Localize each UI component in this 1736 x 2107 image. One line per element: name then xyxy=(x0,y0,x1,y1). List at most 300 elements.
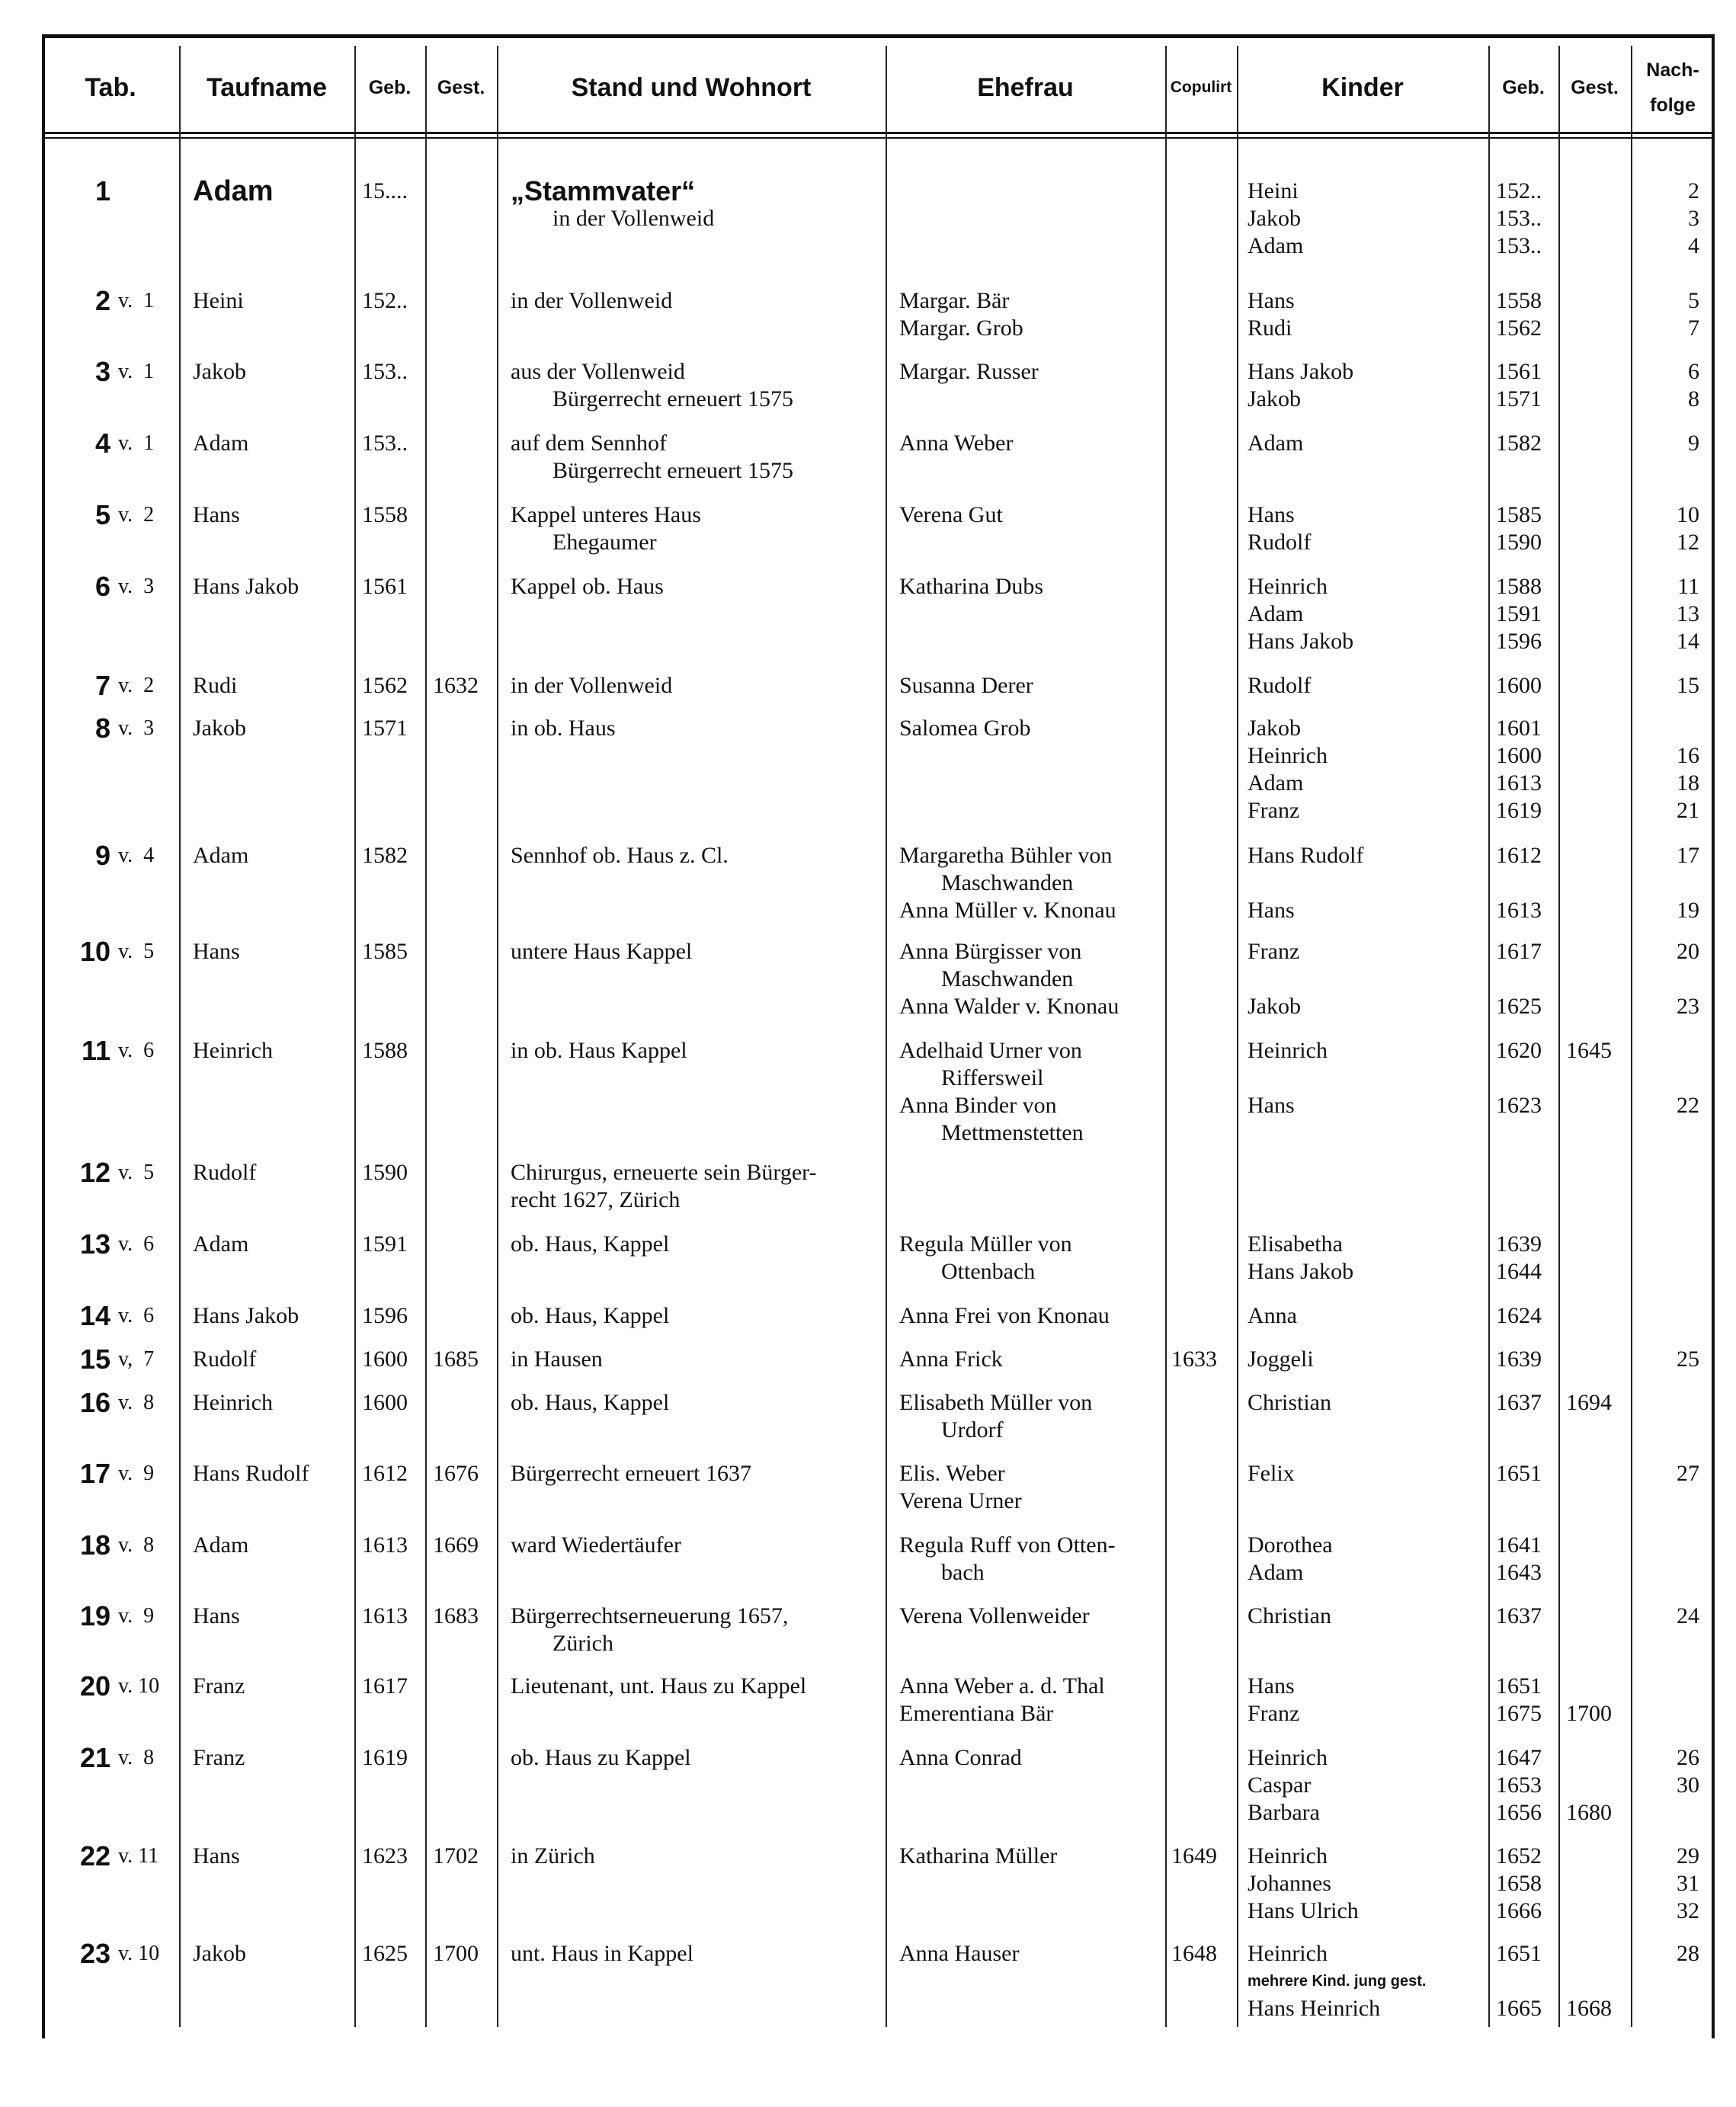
taufname: Adam xyxy=(193,1231,249,1257)
nachfolge-line: 24 xyxy=(1677,1603,1699,1628)
nachfolge-line: 31 xyxy=(1677,1871,1699,1896)
kind-name-line: Rudolf xyxy=(1248,673,1312,698)
gest-year: 1685 xyxy=(433,1346,479,1372)
kind-geb-line: 1656 xyxy=(1496,1800,1542,1825)
ehefrau-line: Katharina Dubs xyxy=(899,574,1044,599)
nachfolge-line: 13 xyxy=(1677,601,1699,626)
kind-geb-line: 1620 xyxy=(1496,1038,1542,1063)
gest-year: 1632 xyxy=(433,673,479,698)
kind-name-line: Hans Jakob xyxy=(1248,1259,1354,1284)
ehefrau-line: Emerentiana Bär xyxy=(899,1701,1054,1726)
ehefrau xyxy=(899,1744,1022,1772)
tab-number: 12 xyxy=(79,1157,111,1188)
header-taufname: Taufname xyxy=(206,72,328,102)
nachfolge-line xyxy=(1642,1799,1699,1827)
kind-name-line: Heinrich xyxy=(1248,574,1328,599)
stand-wohnort-line: unt. Haus in Kappel xyxy=(511,1941,693,1966)
stand-wohnort xyxy=(511,430,793,485)
ehefrau xyxy=(899,287,1023,342)
stand-wohnort-line: „Stammvater“ xyxy=(511,175,696,207)
ehefrau-line: Regula Müller von xyxy=(899,1231,1072,1257)
kind-geb xyxy=(1496,1037,1542,1119)
ehefrau-line: Verena Gut xyxy=(899,502,1003,527)
nachfolge xyxy=(1642,1037,1699,1119)
ehefrau xyxy=(899,1940,1019,1968)
kind-geb-line: 1617 xyxy=(1496,939,1542,964)
kind-name-line: Jakob xyxy=(1248,994,1301,1019)
ehefrau-line: Anna Frei von Knonau xyxy=(899,1303,1110,1328)
kind-geb-line: 152.. xyxy=(1496,178,1542,203)
stand-wohnort-line: Lieutenant, unt. Haus zu Kappel xyxy=(511,1673,807,1699)
kind-geb xyxy=(1496,178,1542,260)
nachfolge-line: 26 xyxy=(1677,1745,1699,1770)
ehefrau xyxy=(899,1843,1057,1870)
gest-year: 1676 xyxy=(433,1461,479,1486)
kind-geb-line: 1571 xyxy=(1496,386,1542,411)
tab-parent-ref: v. 2 xyxy=(118,503,155,527)
ehefrau xyxy=(899,1389,1092,1444)
tab-number: 11 xyxy=(81,1035,111,1066)
kind-name-line: Hans Jakob xyxy=(1248,359,1354,384)
ehefrau-line: Anna Hauser xyxy=(899,1941,1020,1966)
kind-gest-line xyxy=(1566,1940,1612,1968)
nachfolge-line xyxy=(1642,1231,1699,1258)
kind-name-line: Heinrich xyxy=(1248,1745,1328,1770)
kind-name-line: Heinrich xyxy=(1248,1941,1328,1966)
geb-year: 1590 xyxy=(362,1160,408,1185)
kind-name-line: Heinrich xyxy=(1248,1038,1328,1063)
tab-parent-ref: v. 1 xyxy=(118,360,155,383)
nachfolge-line: 9 xyxy=(1688,431,1699,456)
kind-gest-line xyxy=(1566,1673,1612,1700)
stand-wohnort-line: Zürich xyxy=(553,1631,613,1656)
stand-wohnort xyxy=(511,1843,595,1870)
kind-geb xyxy=(1496,1346,1542,1373)
gest-year: 1669 xyxy=(433,1532,479,1558)
stand-wohnort xyxy=(511,501,701,556)
header-rule-bottom xyxy=(42,137,1715,139)
col-divider xyxy=(1558,46,1560,2027)
nachfolge-line: 27 xyxy=(1677,1461,1699,1486)
right-border xyxy=(1712,34,1715,2038)
kind-geb xyxy=(1496,1460,1542,1487)
ehefrau-line: bach xyxy=(941,1560,985,1585)
stand-wohnort-line: Chirurgus, erneuerte sein Bürger- xyxy=(511,1160,817,1185)
kind-name xyxy=(1248,842,1364,924)
geb-year: 1596 xyxy=(362,1303,408,1328)
kind-name-line: Jakob xyxy=(1248,206,1301,231)
kind-geb-line: 1666 xyxy=(1496,1898,1542,1923)
copulirt-year: 1648 xyxy=(1171,1941,1217,1966)
taufname: Jakob xyxy=(193,716,246,741)
kind-gest-line: 1680 xyxy=(1566,1800,1612,1825)
nachfolge-line: 2 xyxy=(1688,178,1699,203)
tab-number: 8 xyxy=(94,712,111,744)
kind-name xyxy=(1248,1744,1328,1827)
kind-name-line xyxy=(1248,869,1364,897)
tab-parent-ref: v. 11 xyxy=(118,1844,159,1868)
kind-geb-line: 1588 xyxy=(1496,574,1542,599)
nachfolge-line xyxy=(1642,965,1699,993)
ehefrau-line: Verena Vollenweider xyxy=(899,1603,1090,1628)
geb-year: 1588 xyxy=(362,1038,408,1063)
kind-name-line: Franz xyxy=(1248,939,1300,964)
header-stand-wohnort: Stand und Wohnort xyxy=(571,72,812,102)
ehefrau-line: Urdorf xyxy=(941,1417,1004,1443)
nachfolge-line xyxy=(1642,1258,1699,1286)
stand-wohnort-line: Bürgerrechtserneuerung 1657, xyxy=(511,1603,789,1628)
ehefrau-line: Anna Frick xyxy=(899,1346,1003,1372)
kind-geb xyxy=(1496,1673,1542,1728)
nachfolge-line xyxy=(1642,1968,1699,1995)
kind-name xyxy=(1248,715,1328,825)
nachfolge xyxy=(1642,1346,1699,1373)
tab-parent-ref: v. 2 xyxy=(118,674,155,697)
stand-wohnort-line: Bürgerrecht erneuert 1575 xyxy=(553,458,793,483)
kind-geb-line xyxy=(1496,1065,1542,1092)
kind-gest xyxy=(1566,1744,1612,1827)
kind-geb-line: 1624 xyxy=(1496,1303,1542,1328)
stand-wohnort xyxy=(511,1231,669,1258)
tab-number: 22 xyxy=(79,1840,111,1872)
kind-gest-line: 1700 xyxy=(1566,1701,1612,1726)
kind-geb xyxy=(1496,1389,1542,1417)
geb-year: 1613 xyxy=(362,1603,408,1628)
stand-wohnort-line: auf dem Sennhof xyxy=(511,431,667,456)
tab-parent-ref: v, 7 xyxy=(118,1347,155,1371)
kind-geb-line: 1582 xyxy=(1496,431,1542,456)
kind-name-line: Heinrich xyxy=(1248,1843,1328,1868)
kind-name-line: mehrere Kind. jung gest. xyxy=(1248,1973,1427,1990)
stand-wohnort xyxy=(511,672,672,700)
left-border xyxy=(42,34,45,2038)
kind-geb xyxy=(1496,573,1542,655)
kind-name xyxy=(1248,1673,1299,1728)
geb-year: 1585 xyxy=(362,939,408,964)
kind-geb-line: 1612 xyxy=(1496,843,1542,868)
nachfolge xyxy=(1642,1389,1699,1417)
kind-geb-line: 1590 xyxy=(1496,530,1542,555)
kind-name-line: Hans xyxy=(1248,288,1295,313)
kind-geb-line: 1675 xyxy=(1496,1701,1542,1726)
tab-number: 20 xyxy=(79,1670,111,1702)
ehefrau-line: Katharina Müller xyxy=(899,1843,1058,1868)
kind-geb-line xyxy=(1496,869,1542,897)
tab-number: 23 xyxy=(79,1938,111,1969)
kind-name-line: Christian xyxy=(1248,1390,1331,1415)
tab-number: 9 xyxy=(94,840,111,871)
taufname: Rudolf xyxy=(193,1160,257,1185)
kind-geb-line: 1625 xyxy=(1496,994,1542,1019)
ehefrau xyxy=(899,842,1116,924)
nachfolge xyxy=(1642,1302,1699,1330)
kind-name xyxy=(1248,573,1353,655)
stand-wohnort-line: in Zürich xyxy=(511,1843,595,1868)
kind-geb-line: 1600 xyxy=(1496,673,1542,698)
header-ehefrau: Ehefrau xyxy=(977,72,1074,102)
taufname: Adam xyxy=(193,843,249,868)
kind-geb-line: 1561 xyxy=(1496,359,1542,384)
geb-year: 1600 xyxy=(362,1390,408,1415)
geb-year: 1617 xyxy=(362,1673,408,1699)
kind-geb xyxy=(1496,715,1542,825)
kind-gest-line xyxy=(1566,1092,1612,1119)
nachfolge xyxy=(1642,358,1699,413)
nachfolge-line xyxy=(1642,1559,1699,1587)
geb-year: 1561 xyxy=(362,574,408,599)
kind-name xyxy=(1248,178,1303,260)
nachfolge-line: 11 xyxy=(1677,574,1699,599)
stand-wohnort xyxy=(511,175,715,232)
kind-name-line: Jakob xyxy=(1248,716,1301,741)
ehefrau-line: Riffersweil xyxy=(941,1065,1044,1090)
stand-wohnort xyxy=(511,1346,603,1373)
stand-wohnort-line: ob. Haus zu Kappel xyxy=(511,1745,691,1770)
ehefrau xyxy=(899,1302,1110,1330)
kind-name xyxy=(1248,1231,1353,1286)
stand-wohnort xyxy=(511,358,793,413)
col-divider xyxy=(1488,46,1490,2027)
kind-name-line: Elisabetha xyxy=(1248,1231,1343,1257)
ehefrau xyxy=(899,573,1043,600)
tab-number: 5 xyxy=(94,499,111,530)
stand-wohnort-line: aus der Vollenweid xyxy=(511,359,685,384)
geb-year: 1619 xyxy=(362,1745,408,1770)
ehefrau xyxy=(899,501,1003,529)
kind-name xyxy=(1248,938,1301,1020)
kind-gest-line xyxy=(1566,1744,1612,1772)
nachfolge-line xyxy=(1642,1700,1699,1728)
kind-name xyxy=(1248,1346,1314,1373)
kind-name-line: Anna xyxy=(1248,1303,1297,1328)
stand-wohnort xyxy=(511,1460,751,1487)
kind-geb xyxy=(1496,287,1542,342)
tab-number: 21 xyxy=(79,1742,111,1773)
kind-name-line: Heini xyxy=(1248,178,1299,203)
kind-geb-line: 1591 xyxy=(1496,601,1542,626)
header-geb: Geb. xyxy=(368,76,412,98)
nachfolge-line: 12 xyxy=(1677,530,1699,555)
stand-wohnort xyxy=(511,1532,681,1559)
tab-number: 19 xyxy=(79,1600,111,1631)
stand-wohnort-line: Sennhof ob. Haus z. Cl. xyxy=(511,843,729,868)
kind-name-line: Franz xyxy=(1248,1701,1300,1726)
header-rule-top xyxy=(42,132,1715,134)
kind-geb-line: 1585 xyxy=(1496,502,1542,527)
taufname: Hans xyxy=(193,939,240,964)
nachfolge-line: 6 xyxy=(1688,359,1699,384)
geb-year: 1562 xyxy=(362,673,408,698)
nachfolge-line xyxy=(1642,869,1699,897)
nachfolge-line xyxy=(1642,1673,1699,1700)
ehefrau-line: Anna Conrad xyxy=(899,1745,1022,1770)
col-divider xyxy=(425,46,427,2027)
taufname: Hans xyxy=(193,1603,240,1628)
nachfolge-line: 20 xyxy=(1677,939,1699,964)
stand-wohnort-line: untere Haus Kappel xyxy=(511,939,693,964)
stand-wohnort xyxy=(511,1744,691,1772)
kind-name-line: Jakob xyxy=(1248,386,1301,411)
ehefrau-line: Anna Weber xyxy=(899,431,1014,456)
header-nachfolge-line1: Nach- xyxy=(1646,59,1699,81)
tab-parent-ref: v. 1 xyxy=(118,431,155,455)
kind-geb-line: 1637 xyxy=(1496,1390,1542,1415)
kind-name xyxy=(1248,430,1303,457)
kind-geb-line: 1639 xyxy=(1496,1231,1542,1257)
kind-name xyxy=(1248,1389,1331,1417)
nachfolge-line: 21 xyxy=(1677,798,1699,823)
gest-year: 1702 xyxy=(433,1843,479,1868)
kind-name-line: Hans Ulrich xyxy=(1248,1898,1359,1923)
ehefrau xyxy=(899,1346,1003,1373)
nachfolge xyxy=(1642,501,1699,556)
kind-geb-line: 1619 xyxy=(1496,798,1542,823)
kind-name-line: Adam xyxy=(1248,770,1304,796)
kind-name xyxy=(1248,1603,1331,1630)
taufname: Jakob xyxy=(193,359,246,384)
kind-geb-line xyxy=(1496,965,1542,993)
stand-wohnort xyxy=(511,938,692,965)
stand-wohnort-line: Ehegaumer xyxy=(553,530,657,555)
tab-parent-ref: v. 8 xyxy=(118,1391,155,1414)
kind-geb-line: 153.. xyxy=(1496,233,1542,258)
kind-name-line: Hans xyxy=(1248,1673,1295,1699)
nachfolge xyxy=(1642,842,1699,924)
kind-geb-line: 1652 xyxy=(1496,1843,1542,1868)
kind-name xyxy=(1248,1532,1333,1587)
nachfolge-line xyxy=(1642,1037,1699,1065)
kind-name-line: Hans Jakob xyxy=(1248,629,1354,654)
kind-name xyxy=(1248,358,1353,413)
nachfolge-line xyxy=(1642,1532,1699,1559)
nachfolge-line: 7 xyxy=(1688,315,1699,341)
kind-geb xyxy=(1496,1744,1542,1827)
taufname: Adam xyxy=(193,175,274,207)
ehefrau-line: Verena Urner xyxy=(899,1488,1022,1513)
col-divider xyxy=(497,46,498,2027)
col-divider xyxy=(1237,46,1238,2027)
tab-parent-ref: v. 8 xyxy=(118,1746,155,1769)
taufname: Heini xyxy=(193,288,244,313)
kind-geb xyxy=(1496,358,1542,413)
nachfolge xyxy=(1642,430,1699,457)
kind-name-line: Hans xyxy=(1248,898,1295,923)
stand-wohnort xyxy=(511,1159,817,1214)
nachfolge-line: 8 xyxy=(1688,386,1699,411)
kind-geb-line: 1639 xyxy=(1496,1346,1542,1372)
stand-wohnort-line: in der Vollenweid xyxy=(553,206,715,231)
tab-parent-ref: v. 10 xyxy=(118,1674,160,1698)
taufname: Hans Jakob xyxy=(193,1303,299,1328)
header-gest: Gest. xyxy=(437,76,485,98)
taufname: Adam xyxy=(193,1532,249,1558)
kind-gest xyxy=(1566,1940,1612,2022)
tab-number: 15 xyxy=(79,1343,111,1375)
nachfolge xyxy=(1642,287,1699,342)
kind-gest-line: 1668 xyxy=(1566,1996,1612,2021)
kind-gest xyxy=(1566,1673,1612,1728)
kind-geb xyxy=(1496,1231,1542,1286)
nachfolge xyxy=(1642,938,1699,1020)
tab-parent-ref: v. 4 xyxy=(118,844,155,867)
stand-wohnort xyxy=(511,842,729,869)
ehefrau-line: Regula Ruff von Otten- xyxy=(899,1532,1116,1558)
kind-name xyxy=(1248,1302,1297,1330)
ehefrau xyxy=(899,715,1030,742)
nachfolge-line xyxy=(1642,1302,1699,1330)
ehefrau-line: Anna Müller v. Knonau xyxy=(899,898,1116,923)
ehefrau-line: Anna Walder v. Knonau xyxy=(899,994,1119,1019)
ehefrau xyxy=(899,1532,1116,1587)
kind-geb-line: 153.. xyxy=(1496,206,1542,231)
stand-wohnort-line: Bürgerrecht erneuert 1575 xyxy=(553,386,793,411)
tab-parent-ref: v. 9 xyxy=(118,1462,155,1485)
nachfolge-line: 16 xyxy=(1677,743,1699,768)
taufname: Adam xyxy=(193,431,249,456)
stand-wohnort xyxy=(511,1603,788,1657)
nachfolge-line: 25 xyxy=(1677,1346,1699,1372)
nachfolge-line: 15 xyxy=(1677,673,1699,698)
nachfolge xyxy=(1642,1231,1699,1286)
ehefrau-line: Margar. Bär xyxy=(899,288,1010,313)
kind-geb-line: 1647 xyxy=(1496,1745,1542,1770)
taufname: Heinrich xyxy=(193,1038,273,1063)
tab-parent-ref: v. 6 xyxy=(118,1232,155,1256)
tab-number: 2 xyxy=(94,285,111,316)
kind-geb-line xyxy=(1496,1968,1542,1995)
kind-geb-line: 1637 xyxy=(1496,1603,1542,1628)
nachfolge-line xyxy=(1642,715,1699,742)
header-kinder-geb: Geb. xyxy=(1502,76,1545,98)
stand-wohnort-line: recht 1627, Zürich xyxy=(511,1187,681,1212)
taufname: Hans xyxy=(193,1843,240,1868)
ehefrau xyxy=(899,430,1013,457)
ehefrau-line: Anna Weber a. d. Thal xyxy=(899,1673,1105,1699)
geb-year: 1591 xyxy=(362,1231,408,1257)
ehefrau-line: Margar. Russer xyxy=(899,359,1039,384)
kind-geb-line: 1644 xyxy=(1496,1259,1542,1284)
tab-number: 3 xyxy=(94,356,111,387)
tab-parent-ref: v. 3 xyxy=(118,716,155,740)
kind-geb-line: 1651 xyxy=(1496,1941,1542,1966)
kind-geb xyxy=(1496,1603,1542,1630)
kind-geb-line: 1641 xyxy=(1496,1532,1542,1558)
stand-wohnort xyxy=(511,287,672,315)
stand-wohnort-line: in ob. Haus Kappel xyxy=(511,1038,687,1063)
kind-geb xyxy=(1496,1532,1542,1587)
stand-wohnort xyxy=(511,1389,669,1417)
kind-geb-line: 1658 xyxy=(1496,1871,1542,1896)
nachfolge xyxy=(1642,715,1699,825)
kind-geb xyxy=(1496,430,1542,457)
geb-year: 153.. xyxy=(362,431,408,456)
nachfolge xyxy=(1642,672,1699,700)
kind-name-line xyxy=(1248,965,1301,993)
nachfolge-line: 32 xyxy=(1677,1898,1699,1923)
tab-number: 16 xyxy=(79,1387,111,1418)
tab-number: 17 xyxy=(79,1458,111,1489)
kind-name-line: Rudolf xyxy=(1248,530,1312,555)
geb-year: 15.... xyxy=(362,178,408,203)
kind-gest-line xyxy=(1566,1968,1612,1995)
geb-year: 1571 xyxy=(362,716,408,741)
header-tab: Tab. xyxy=(85,72,136,102)
kind-name-line: Rudi xyxy=(1248,315,1292,341)
geb-year: 152.. xyxy=(362,288,408,313)
kind-name-line: Barbara xyxy=(1248,1800,1320,1825)
nachfolge xyxy=(1642,178,1699,260)
kind-geb-line: 1643 xyxy=(1496,1560,1542,1585)
